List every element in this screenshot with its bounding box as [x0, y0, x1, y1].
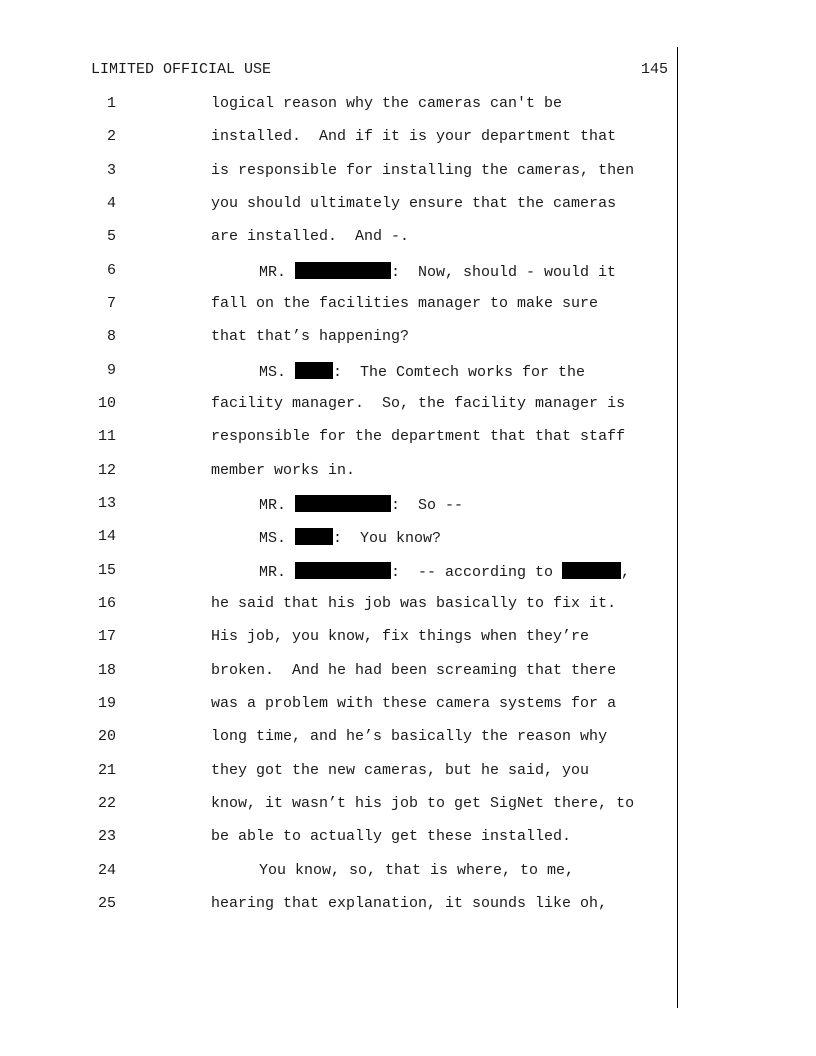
transcript-line	[0, 328, 410, 350]
line-text: fall on the facilities manager to make sure	[211, 295, 599, 312]
transcript-line	[0, 462, 356, 484]
line-number: 8	[106, 328, 116, 345]
line-text: responsible for the department that that staff	[211, 428, 626, 445]
line-number: 22	[97, 795, 116, 812]
redaction-box	[295, 495, 391, 512]
speaker-line	[259, 262, 616, 281]
line-number: 25	[97, 895, 116, 912]
line-number: 21	[97, 762, 116, 779]
line-text: know, it wasn’t his job to get SigNet there, to	[211, 795, 635, 812]
line-text: broken. And he had been screaming that there	[211, 662, 617, 679]
transcript-line	[0, 628, 590, 650]
transcript-line	[0, 428, 626, 450]
line-text: installed. And if it is your department that	[211, 128, 617, 145]
line-number: 19	[97, 695, 116, 712]
line-text: they got the new cameras, but he said, you	[211, 762, 590, 779]
line-text: he said that his job was basically to fix it.	[211, 595, 617, 612]
transcript-line	[0, 762, 590, 784]
speaker-line	[259, 495, 463, 514]
line-number: 13	[97, 495, 116, 512]
redaction-box	[562, 562, 621, 579]
speaker-title: MR.	[259, 497, 296, 514]
line-number: 17	[97, 628, 116, 645]
transcript-line	[0, 95, 563, 117]
speaker-line	[259, 362, 585, 381]
line-number: 14	[97, 528, 116, 545]
line-number: 20	[97, 728, 116, 745]
line-text: His job, you know, fix things when they’re	[211, 628, 590, 645]
line-text: : -- according to	[391, 564, 563, 581]
line-number: 23	[97, 828, 116, 845]
transcript-line	[0, 528, 442, 550]
speaker-title: MS.	[259, 530, 296, 547]
line-number: 4	[106, 195, 116, 212]
transcript-line	[0, 862, 575, 884]
redaction-box	[295, 562, 391, 579]
line-number: 11	[97, 428, 116, 445]
line-number: 12	[97, 462, 116, 479]
transcript-line	[0, 728, 608, 750]
line-text: that that’s happening?	[211, 328, 410, 345]
speaker-title: MS.	[259, 364, 296, 381]
transcript-line	[0, 195, 617, 217]
transcript-line	[0, 295, 599, 317]
transcript-line	[0, 228, 410, 250]
transcript-line	[0, 828, 572, 850]
line-number: 1	[106, 95, 116, 112]
classification-header: LIMITED OFFICIAL USE	[91, 61, 272, 78]
transcript-line	[0, 128, 617, 150]
line-text: : The Comtech works for the	[333, 364, 586, 381]
line-text: you should ultimately ensure that the cameras	[211, 195, 617, 212]
line-text: member works in.	[211, 462, 356, 479]
redaction-box	[295, 528, 333, 545]
transcript-line	[0, 895, 608, 917]
line-text: hearing that explanation, it sounds like oh,	[211, 895, 608, 912]
line-number: 2	[106, 128, 116, 145]
line-text: logical reason why the cameras can't be	[211, 95, 563, 112]
transcript-line	[0, 695, 617, 717]
page-number: 145	[640, 61, 668, 78]
line-number: 16	[97, 595, 116, 612]
line-text: ,	[621, 564, 631, 581]
line-text: is responsible for installing the cameras, then	[211, 162, 635, 179]
speaker-title: MR.	[259, 564, 296, 581]
transcript-line	[0, 795, 635, 817]
line-number: 18	[97, 662, 116, 679]
line-number: 24	[97, 862, 116, 879]
transcript-line	[0, 595, 617, 617]
line-number: 7	[106, 295, 116, 312]
transcript-line	[0, 495, 464, 517]
transcript-line	[0, 562, 631, 584]
line-text: : So --	[391, 497, 464, 514]
line-text: : You know?	[333, 530, 442, 547]
transcript-line	[0, 362, 586, 384]
speaker-line	[259, 562, 630, 581]
redaction-box	[295, 362, 333, 379]
line-number: 9	[106, 362, 116, 379]
line-text: are installed. And -.	[211, 228, 410, 245]
transcript-line	[0, 262, 617, 284]
speaker-line	[259, 528, 441, 547]
line-text: was a problem with these camera systems for a	[211, 695, 617, 712]
line-number: 6	[106, 262, 116, 279]
line-number: 3	[106, 162, 116, 179]
line-text: long time, and he’s basically the reason why	[211, 728, 608, 745]
line-number: 5	[106, 228, 116, 245]
line-number: 15	[97, 562, 116, 579]
transcript-line	[0, 162, 635, 184]
right-margin-rule	[677, 47, 678, 1008]
transcript-line	[0, 395, 626, 417]
redaction-box	[295, 262, 391, 279]
line-text: be able to actually get these installed.	[211, 828, 572, 845]
line-text: You know, so, that is where, to me,	[259, 862, 575, 879]
speaker-title: MR.	[259, 264, 296, 281]
transcript-line	[0, 662, 617, 684]
line-number: 10	[97, 395, 116, 412]
line-text: facility manager. So, the facility manager is	[211, 395, 626, 412]
line-text: : Now, should - would it	[391, 264, 617, 281]
